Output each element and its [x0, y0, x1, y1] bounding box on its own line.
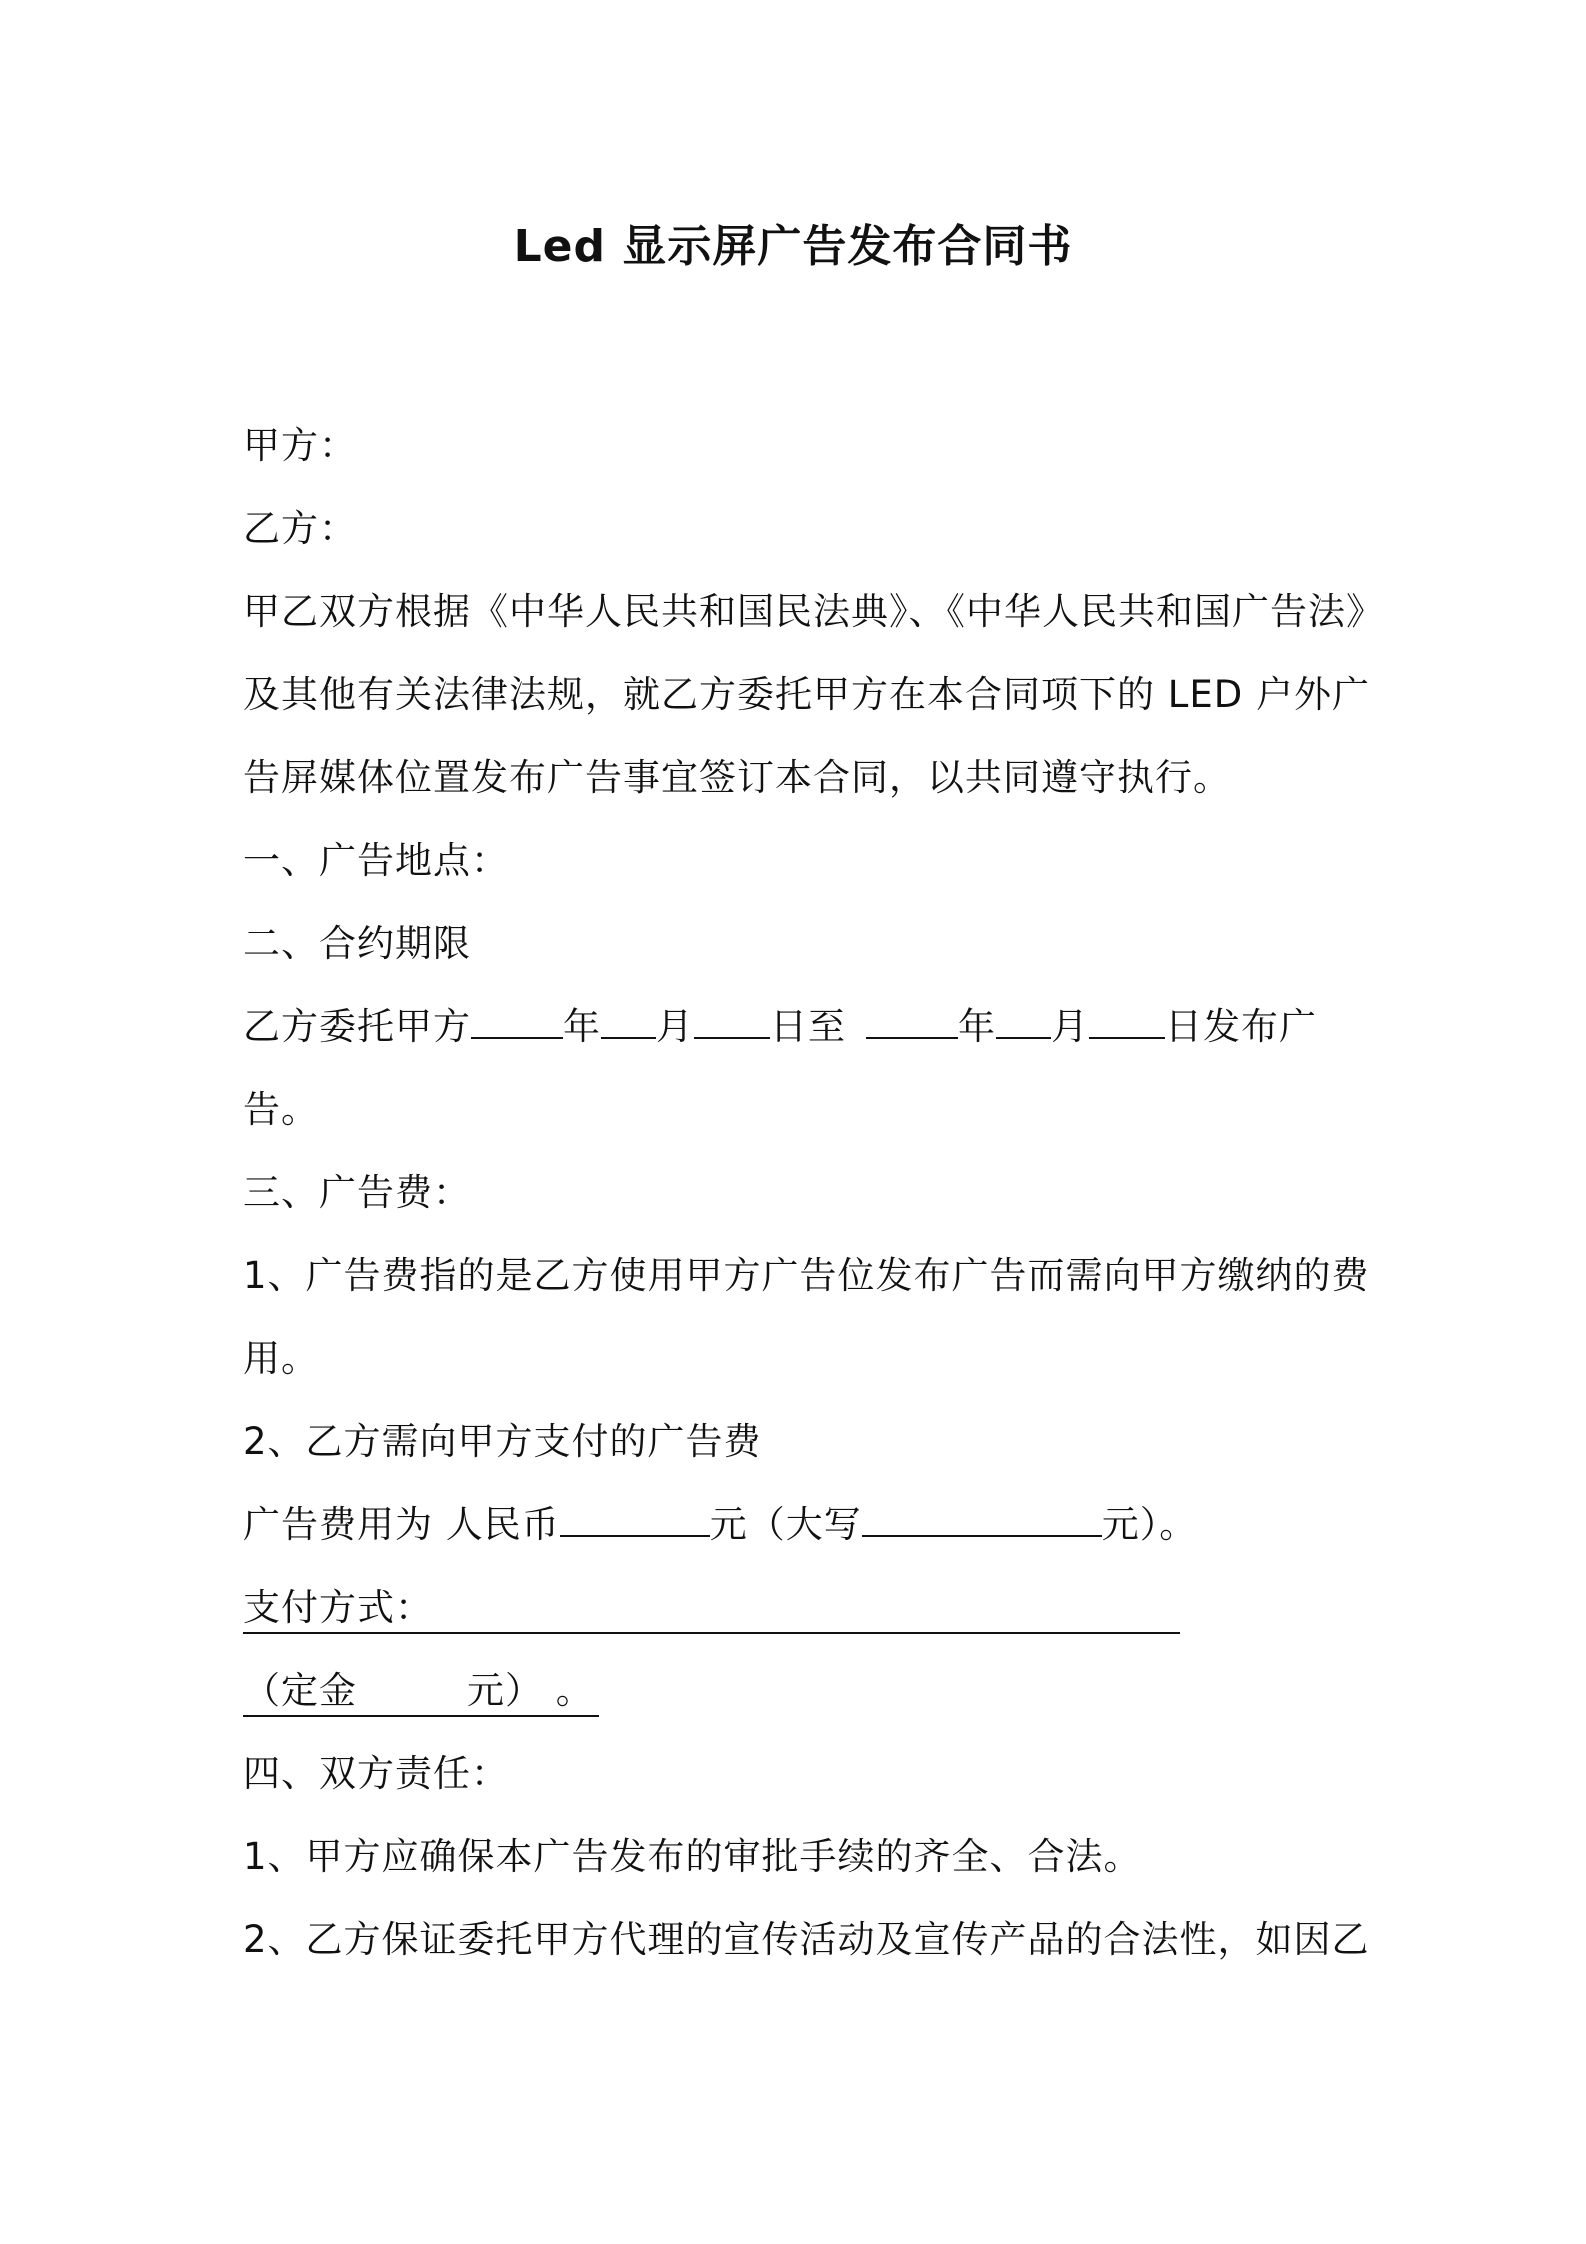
end-year-label: 年 — [958, 1005, 996, 1048]
day-end-label: 日发布广 — [1165, 1005, 1317, 1048]
section-1-heading: 一、广告地点： — [243, 839, 509, 882]
end-day-blank — [1089, 998, 1165, 1039]
yuan-close-label: 元）。 — [1101, 1503, 1198, 1546]
fee-item-2: 2、乙方需向甲方支付的广告费 — [243, 1420, 762, 1463]
payment-method-line — [243, 1566, 1363, 1649]
section-4-heading: 四、双方责任： — [243, 1752, 509, 1795]
start-month-blank — [601, 998, 656, 1039]
fee-amount-lead: 广告费用为 人民币 — [243, 1503, 560, 1546]
document-title: Led 显示屏广告发布合同书 — [513, 221, 1073, 272]
uppercase-amount-blank — [862, 1496, 1102, 1537]
end-year-blank — [866, 998, 958, 1039]
party-a-line: 甲方： — [243, 424, 357, 467]
end-month-blank — [996, 998, 1051, 1039]
yuan-uppercase-label: 元（大写 — [709, 1503, 862, 1546]
term-line-cont: 告。 — [243, 1088, 319, 1131]
deposit-field — [243, 1667, 599, 1717]
fee-item-1-line-1: 1、广告费指的是乙方使用甲方广告位发布广告而需向甲方缴纳的费 — [243, 1254, 1370, 1297]
contract-body — [243, 404, 1384, 1981]
duty-2: 2、乙方保证委托甲方代理的宣传活动及宣传产品的合法性，如因乙 — [243, 1918, 1370, 1961]
deposit-close: 元） 。 — [467, 1669, 594, 1712]
party-b-line: 乙方： — [243, 507, 357, 550]
start-year-label: 年 — [563, 1005, 601, 1048]
deposit-open: （定金 — [243, 1669, 357, 1712]
term-line — [243, 985, 1363, 1068]
start-month-label: 月 — [656, 1005, 694, 1048]
intro-line-1: 甲乙双方根据《中华人民共和国民法典》、《中华人民共和国广告法》 — [243, 590, 1384, 633]
payment-method-label: 支付方式： — [243, 1586, 433, 1629]
intro-line-2: 及其他有关法律法规，就乙方委托甲方在本合同项下的 LED 户外广 — [243, 673, 1371, 716]
payment-method-field — [243, 1584, 1180, 1634]
intro-line-3: 告屏媒体位置发布广告事宜签订本合同，以共同遵守执行。 — [243, 756, 1231, 799]
term-lead: 乙方委托甲方 — [243, 1005, 471, 1048]
fee-amount-line — [243, 1483, 1363, 1566]
duty-1: 1、甲方应确保本广告发布的审批手续的齐全、合法。 — [243, 1835, 1142, 1878]
end-month-label: 月 — [1051, 1005, 1089, 1048]
start-year-blank — [471, 998, 563, 1039]
fee-item-1-line-2: 用。 — [243, 1337, 319, 1380]
section-2-heading: 二、合约期限 — [243, 922, 471, 965]
deposit-line — [243, 1649, 1363, 1732]
section-3-heading: 三、广告费： — [243, 1171, 471, 1214]
amount-blank — [560, 1496, 710, 1537]
day-to-label: 日至 — [770, 1005, 846, 1048]
start-day-blank — [694, 998, 770, 1039]
